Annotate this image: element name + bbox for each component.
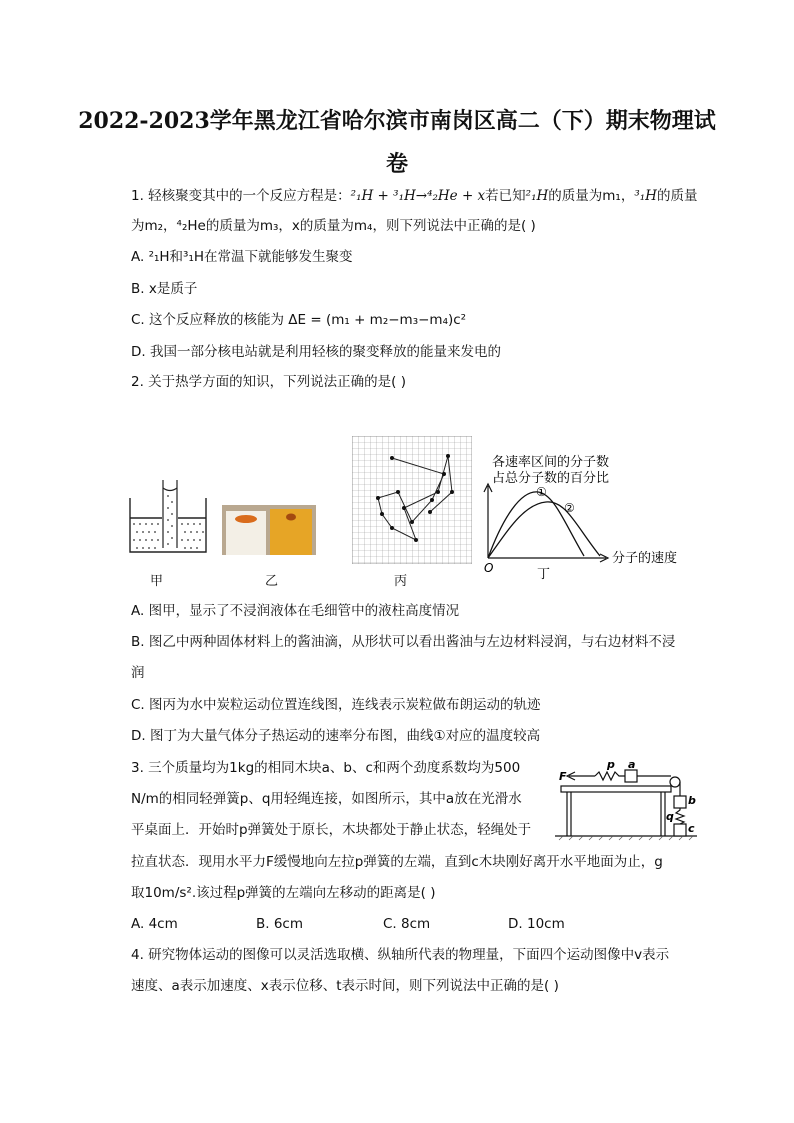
- liquid-dots: [133, 495, 204, 549]
- graph-origin: O: [484, 561, 494, 575]
- q3-option-c: C. 8cm: [383, 916, 431, 932]
- curve-1-label: ①: [536, 485, 547, 499]
- q2-option-d: D. 图丁为大量气体分子热运动的速率分布图，曲线①对应的温度较高: [131, 728, 541, 744]
- q1-stem-text: 若已知: [485, 188, 526, 204]
- graph-caption-ding: 丁: [537, 567, 551, 580]
- q1-option-d: D. 我国一部分核电站就是利用轻核的聚变释放的能量来发电的: [131, 344, 501, 360]
- q2-option-a: A. 图甲，显示了不浸润液体在毛细管中的液柱高度情况: [131, 603, 460, 619]
- q3-stem-line4: 拉直状态．现用水平力F缓慢地向左拉p弹簧的左端，直到c木块刚好离开水平地面为止，g: [131, 854, 663, 870]
- q3-option-a: A. 4cm: [131, 916, 178, 932]
- q1-stem-line2: 为m₂，⁴₂He的质量为m₃，x的质量为m₄，则下列说法中正确的是( ): [131, 218, 536, 234]
- capillary-tube: [163, 480, 177, 548]
- label-a: a: [628, 758, 636, 771]
- q2-caption-jia: 甲: [150, 574, 164, 589]
- q4-stem-line1: 4. 研究物体运动的图像可以灵活选取横、纵轴所代表的物理量，下面四个运动图像中v表示: [131, 947, 670, 963]
- q2-caption-bing: 丙: [394, 574, 408, 589]
- q1-tritium: ³₁H: [634, 188, 657, 204]
- block-a: [625, 770, 637, 782]
- label-q: q: [666, 810, 674, 823]
- paper-title-line2: 卷: [385, 151, 408, 177]
- q3-option-d: D. 10cm: [508, 916, 565, 932]
- q3-stem-line3: 平桌面上．开始时p弹簧处于原长，木块都处于静止状态，轻绳处于: [131, 822, 532, 838]
- q3-stem-line5: 取10m/s².该过程p弹簧的左端向左移动的距离是( ): [131, 885, 436, 901]
- q2-caption-yi: 乙: [265, 574, 279, 589]
- q1-stem-prefix: 1. 轻核聚变其中的一个反应方程是：: [131, 188, 351, 204]
- q1-option-b: B. x是质子: [131, 281, 198, 297]
- q2-figure-bing: [352, 436, 472, 564]
- q1-option-a: A. ²₁H和³₁H在常温下就能够发生聚变: [131, 249, 353, 265]
- label-c: c: [688, 822, 695, 835]
- q3-stem-line1: 3. 三个质量均为1kg的相同木块a、b、c和两个劲度系数均为500: [131, 760, 521, 776]
- block-c: [674, 824, 686, 836]
- q4-stem-line2: 速度、a表示加速度、x表示位移、t表示时间，则下列说法中正确的是( ): [131, 978, 559, 994]
- q2-option-c: C. 图丙为水中炭粒运动位置连线图，连线表示炭粒做布朗运动的轨迹: [131, 697, 541, 713]
- label-b: b: [688, 794, 696, 807]
- q2-figure-ding: [480, 450, 692, 580]
- q1-stem-text2: 的质量为m₁，: [548, 188, 635, 204]
- left-drop: [235, 515, 257, 523]
- paper-title-line1: 2022-2023学年黑龙江省哈尔滨市南岗区高二（下）期末物理试: [78, 108, 716, 134]
- graph-xlabel: 分子的速度: [612, 551, 678, 566]
- block-b: [674, 796, 686, 808]
- q1-deuterium: ²₁H: [525, 188, 549, 204]
- q3-option-b: B. 6cm: [256, 916, 304, 932]
- graph-ylabel-line2: 占总分子数的百分比: [492, 471, 610, 486]
- label-p: p: [607, 758, 615, 771]
- q1-stem-line1: [131, 186, 697, 206]
- q1-stem-text3: 的质量: [656, 188, 698, 204]
- q3-figure: [555, 756, 697, 842]
- q1-reaction-equation: ²₁H + ³₁H→⁴₂He + x: [350, 188, 486, 204]
- curve-2: [488, 502, 600, 558]
- graph-ylabel-line1: 各速率区间的分子数: [492, 455, 610, 470]
- q2-option-b-line2: 润: [131, 665, 145, 681]
- q1-option-c: C. 这个反应释放的核能为 ΔE = (m₁ + m₂−m₃−m₄)c²: [131, 312, 467, 328]
- q2-figure-yi: [222, 505, 316, 555]
- right-drop: [286, 514, 296, 521]
- curve-2-label: ②: [564, 501, 575, 515]
- label-F: F: [559, 770, 567, 783]
- q2-stem: 2. 关于热学方面的知识，下列说法正确的是( ): [131, 374, 406, 390]
- q3-stem-line2: N/m的相同轻弹簧p、q用轻绳连接，如图所示，其中a放在光滑水: [131, 791, 522, 807]
- q2-option-b-line1: B. 图乙中两种固体材料上的酱油滴，从形状可以看出酱油与左边材料浸润，与右边材料不浸: [131, 634, 676, 650]
- q2-figure-jia: [128, 478, 210, 556]
